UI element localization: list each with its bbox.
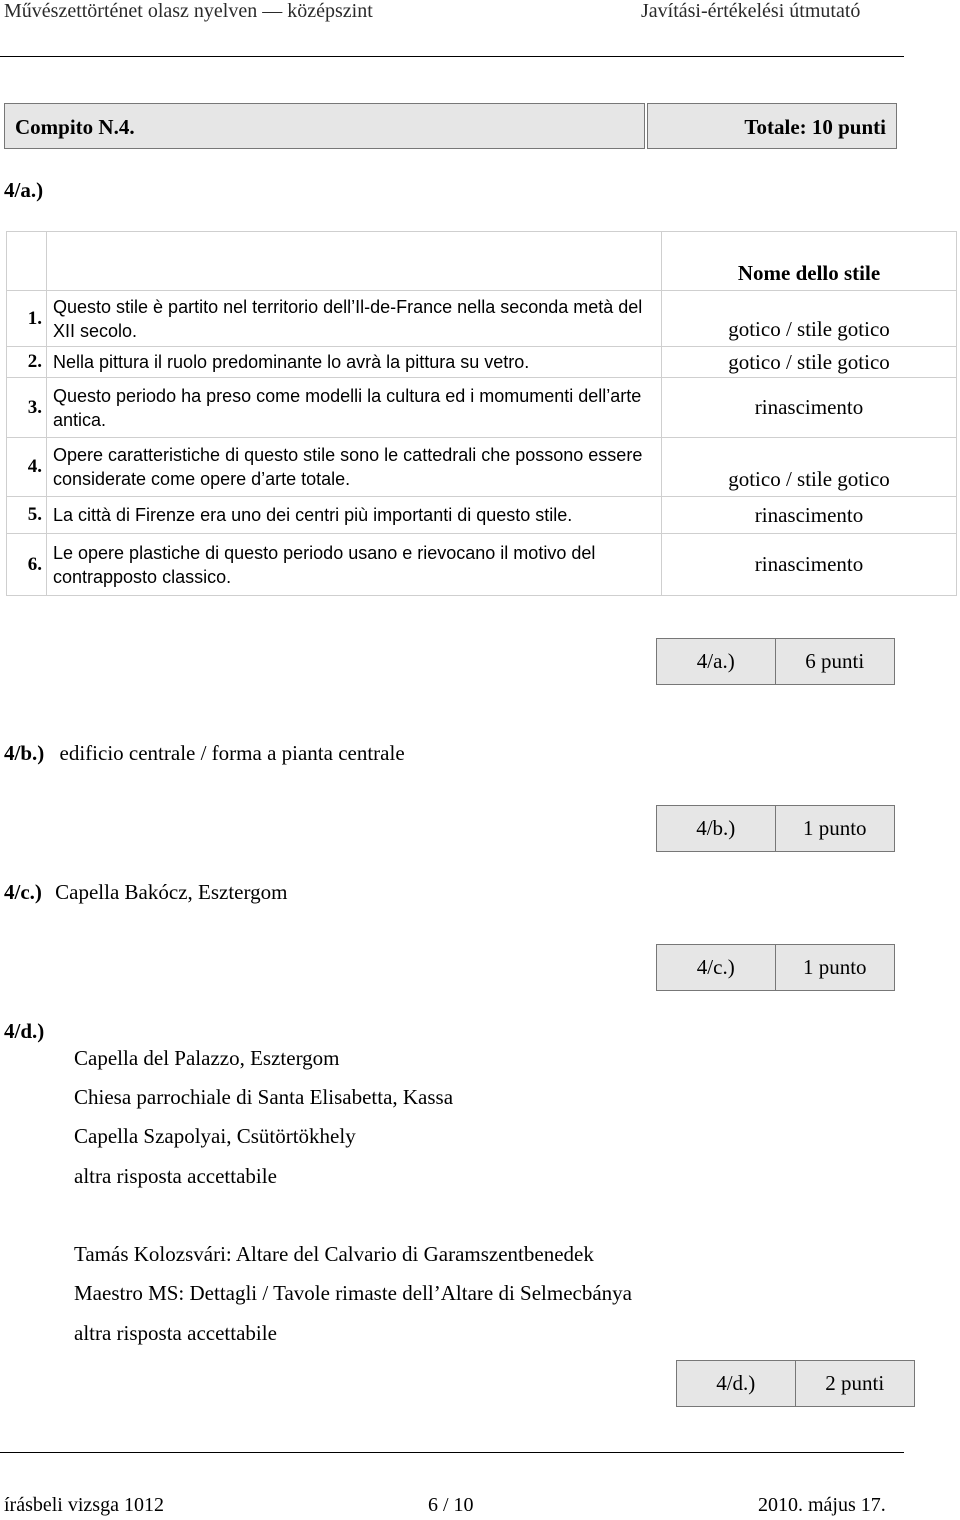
header-right: Javítási-értékelési útmutató [641, 0, 861, 22]
footer-date: 2010. május 17. [758, 1494, 886, 1516]
row-answer: rinascimento [662, 497, 957, 534]
task-total-box [647, 103, 897, 149]
footer-left: írásbeli vizsga 1012 [4, 1494, 164, 1516]
row-question: La città di Firenze era uno dei centri più importanti di questo stile. [47, 497, 662, 534]
part-b-label: 4/b.) [4, 741, 45, 765]
answer-line: Capella Szapolyai, Csütörtökhely [74, 1124, 356, 1148]
row-number: 1. [7, 291, 47, 347]
task-title: Compito N.4. [15, 115, 135, 139]
row-number: 5. [7, 497, 47, 534]
row-answer: gotico / stile gotico [662, 347, 957, 378]
score-label: 4/c.) [657, 945, 776, 990]
table-row [7, 534, 957, 596]
score-box-a [656, 638, 895, 685]
score-value: 6 punti [805, 649, 865, 673]
task-title-box [4, 103, 645, 149]
row-question: Questo stile è partito nel territorio dell’Il-de-France nella seconda metà del XII secolo. [47, 291, 662, 347]
row-number: 4. [7, 438, 47, 497]
part-c-answer: Capella Bakócz, Esztergom [55, 880, 288, 904]
score-label: 4/d.) [677, 1361, 796, 1406]
part-b [4, 741, 405, 766]
answer-line: Capella del Palazzo, Esztergom [74, 1046, 340, 1070]
page-number: 6 / 10 [428, 1494, 474, 1516]
score-value: 2 punti [825, 1371, 885, 1395]
table-row [7, 291, 957, 347]
row-number: 3. [7, 378, 47, 438]
row-question: Opere caratteristiche di questo stile sono le cattedrali che possono essere considerate come opere d’arte totale. [47, 438, 662, 497]
row-question: Questo periodo ha preso come modelli la cultura ed i momumenti dell’arte antica. [47, 378, 662, 438]
answer-line: Maestro MS: Dettagli / Tavole rimaste dell’Altare di Selmecbánya [74, 1281, 632, 1305]
row-question: Nella pittura il ruolo predominante lo avrà la pittura su vetro. [47, 347, 662, 378]
score-label: 4/a.) [657, 639, 776, 684]
part-d-label: 4/d.) [4, 1019, 45, 1043]
row-question: Le opere plastiche di questo periodo usano e rievocano il motivo del contrapposto classico. [47, 534, 662, 596]
part-b-answer: edificio centrale / forma a pianta centrale [59, 741, 405, 765]
table-row [7, 378, 957, 438]
answer-line: altra risposta accettabile [74, 1164, 277, 1188]
score-box-c [656, 944, 895, 991]
score-box-b [656, 805, 895, 852]
header-rule [0, 56, 904, 57]
score-box-d [676, 1360, 915, 1407]
table-header-row [7, 232, 957, 291]
score-value: 1 punto [802, 816, 867, 840]
answer-line: Tamás Kolozsvári: Altare del Calvario di Garamszentbenedek [74, 1242, 594, 1266]
table-row [7, 347, 957, 378]
row-number: 2. [7, 347, 47, 378]
task-total: Totale: 10 punti [744, 115, 886, 139]
answer-line: altra risposta accettabile [74, 1321, 277, 1345]
row-number: 6. [7, 534, 47, 596]
part-a-label: 4/a.) [4, 178, 44, 202]
table-row [7, 497, 957, 534]
answer-line: Chiesa parrochiale di Santa Elisabetta, Kassa [74, 1085, 454, 1109]
score-label: 4/b.) [657, 806, 776, 851]
column-header-style-name: Nome dello stile [662, 232, 957, 291]
row-answer: gotico / stile gotico [662, 291, 957, 347]
part-c [4, 880, 287, 905]
table-row [7, 438, 957, 497]
header-left: Művészettörténet olasz nyelven — középszint [4, 0, 373, 22]
part-c-label: 4/c.) [4, 880, 42, 904]
style-question-table [6, 231, 957, 596]
score-value: 1 punto [802, 955, 867, 979]
footer-rule [0, 1452, 904, 1453]
row-answer: rinascimento [662, 534, 957, 596]
row-answer: gotico / stile gotico [662, 438, 957, 497]
row-answer: rinascimento [662, 378, 957, 438]
